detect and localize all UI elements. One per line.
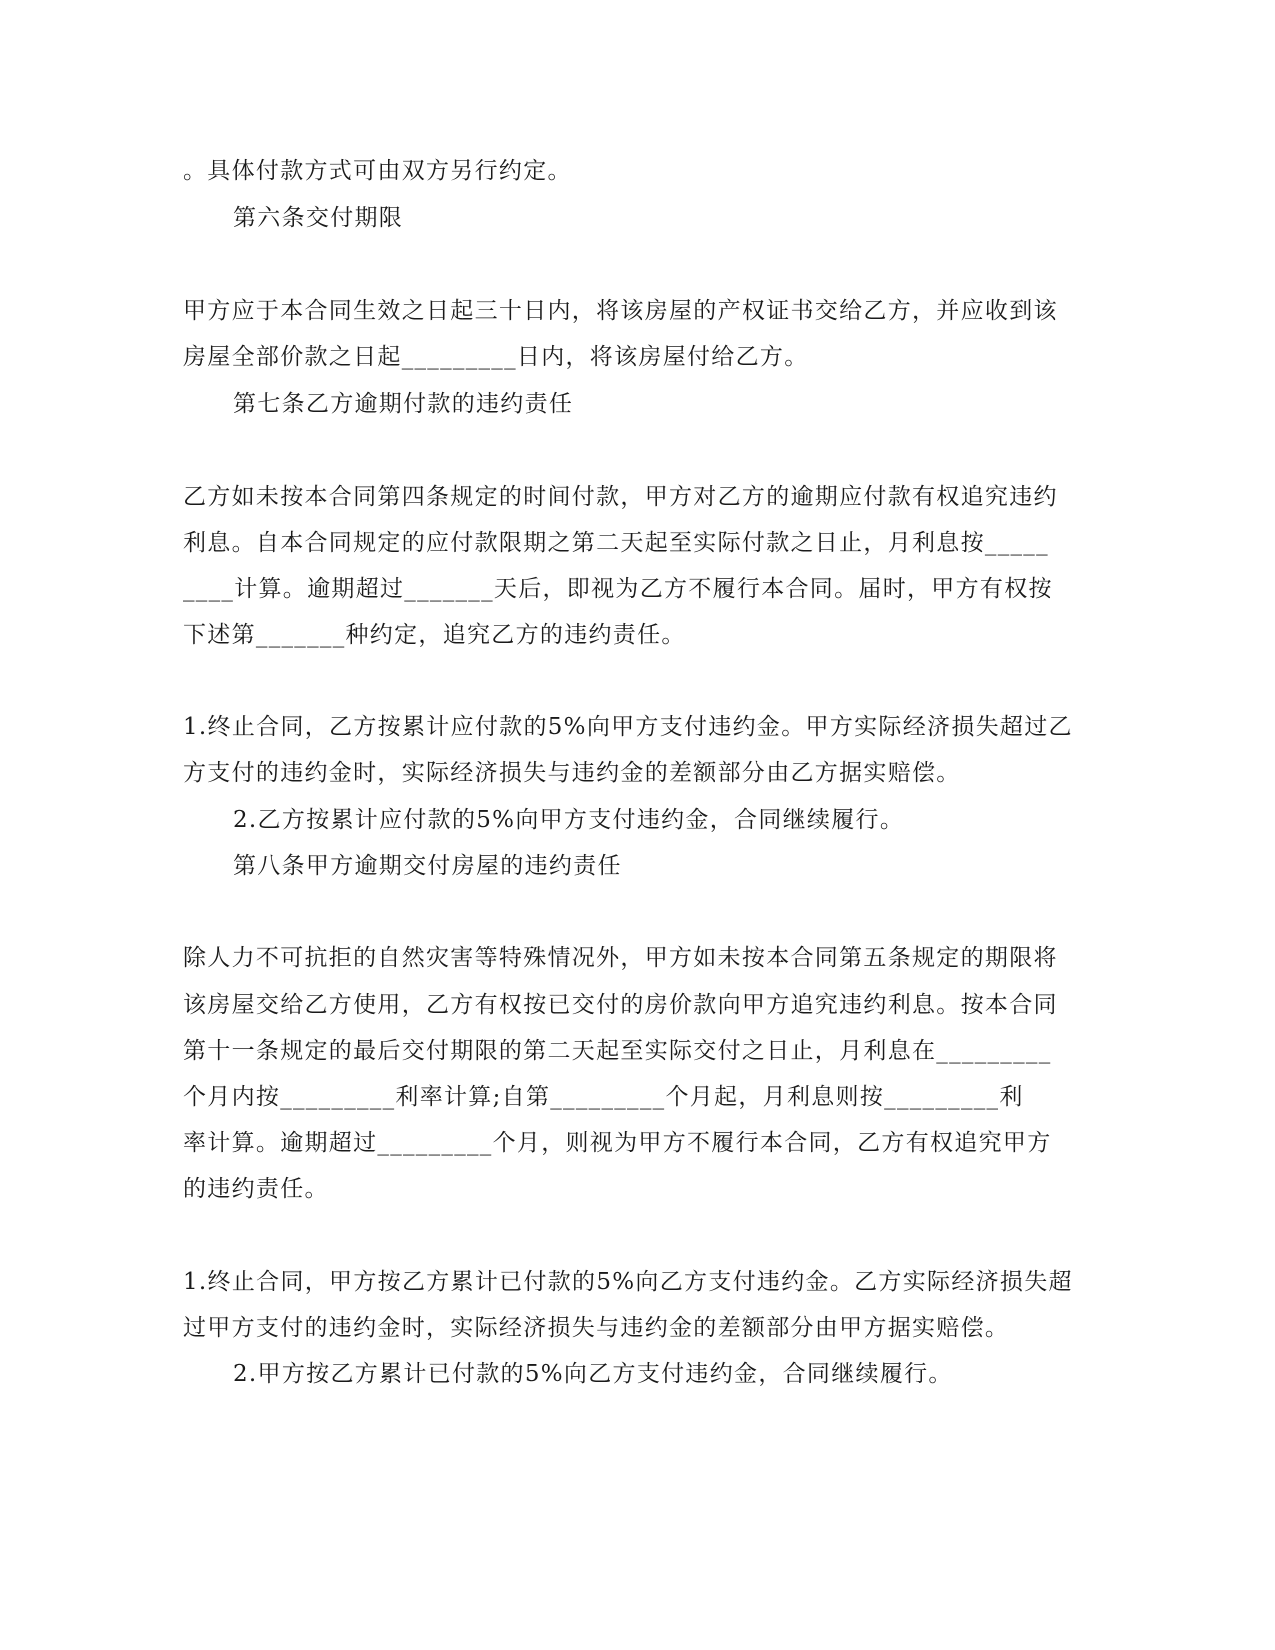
- heading-article-8: 第八条甲方逾期交付房屋的违约责任: [233, 853, 622, 879]
- paragraph-article-8-line-5: 率计算。逾期超过_________个月，则视为甲方不履行本合同，乙方有权追究甲方: [183, 1130, 1052, 1156]
- clause-7-2: 2.乙方按累计应付款的5%向甲方支付违约金，合同继续履行。: [233, 807, 905, 833]
- heading-article-6: 第六条交付期限: [233, 205, 404, 231]
- paragraph-article-7-line-4: 下述第_______种约定，追究乙方的违约责任。: [183, 622, 686, 648]
- paragraph-article-8-line-2: 该房屋交给乙方使用，乙方有权按已交付的房价款向甲方追究违约利息。按本合同: [183, 992, 1058, 1018]
- clause-8-1-line-2: 过甲方支付的违约金时，实际经济损失与违约金的差额部分由甲方据实赔偿。: [183, 1315, 1010, 1341]
- paragraph-article-8-line-1: 除人力不可抗拒的自然灾害等特殊情况外，甲方如未按本合同第五条规定的期限将: [183, 945, 1058, 971]
- paragraph-article-8-line-4: 个月内按_________利率计算;自第_________个月起，月利息则按_________利: [183, 1084, 1024, 1110]
- clause-7-1-line-2: 方支付的违约金时，实际经济损失与违约金的差额部分由乙方据实赔偿。: [183, 760, 961, 786]
- clause-8-2: 2.甲方按乙方累计已付款的5%向乙方支付违约金，合同继续履行。: [233, 1361, 953, 1387]
- clause-7-1-line-1: 1.终止合同，乙方按累计应付款的5%向甲方支付违约金。甲方实际经济损失超过乙: [183, 714, 1073, 740]
- paragraph-article-7-line-2: 利息。自本合同规定的应付款限期之第二天起至实际付款之日止，月利息按_____: [183, 530, 1049, 556]
- heading-article-7: 第七条乙方逾期付款的违约责任: [233, 391, 574, 417]
- paragraph-article-6-line-2: 房屋全部价款之日起_________日内，将该房屋付给乙方。: [183, 344, 809, 370]
- paragraph-article-8-line-6: 的违约责任。: [183, 1176, 329, 1202]
- clause-8-1-line-1: 1.终止合同，甲方按乙方累计已付款的5%向乙方支付违约金。乙方实际经济损失超: [183, 1269, 1073, 1295]
- paragraph-article-8-line-3: 第十一条规定的最后交付期限的第二天起至实际交付之日止，月利息在_________: [183, 1038, 1052, 1064]
- paragraph-article-7-line-3: ____计算。逾期超过_______天后，即视为乙方不履行本合同。届时，甲方有权按: [183, 576, 1053, 602]
- paragraph-payment-method-end: 。具体付款方式可由双方另行约定。: [183, 158, 572, 184]
- paragraph-article-6-line-1: 甲方应于本合同生效之日起三十日内，将该房屋的产权证书交给乙方，并应收到该: [183, 298, 1058, 324]
- paragraph-article-7-line-1: 乙方如未按本合同第四条规定的时间付款，甲方对乙方的逾期应付款有权追究违约: [183, 484, 1058, 510]
